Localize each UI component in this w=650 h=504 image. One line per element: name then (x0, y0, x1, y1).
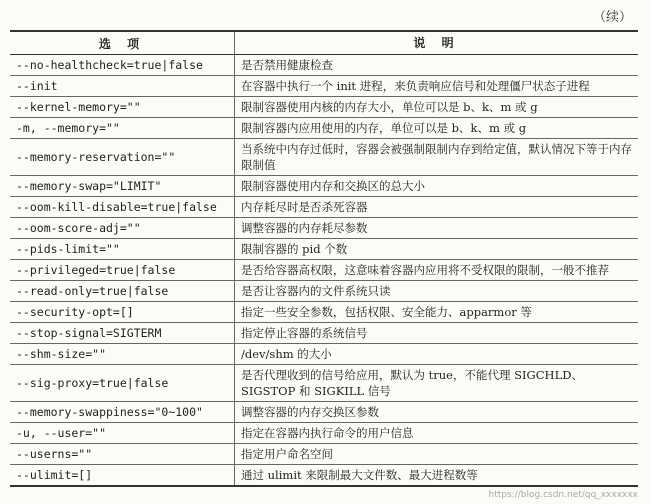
table-row (10, 76, 638, 97)
watermark: https://blog.csdn.net/qq_xxxxxxx (488, 490, 638, 500)
table-header-row (10, 32, 638, 55)
option-cell: -u, --user="" (10, 423, 235, 443)
option-cell: --userns="" (10, 444, 235, 464)
option-cell: --init (10, 76, 235, 96)
description-cell: 指定用户命名空间 (241, 447, 333, 461)
table-row (10, 260, 638, 281)
description-cell: 限制容器的 pid 个数 (241, 242, 348, 256)
description-cell: 限制容器使用内核的内存大小，单位可以是 b、k、m 或 g (241, 100, 538, 114)
description-cell: 调整容器的内存交换区参数 (241, 405, 379, 419)
option-cell: --stop-signal=SIGTERM (10, 323, 235, 343)
table-row (10, 118, 638, 139)
option-cell: --pids-limit="" (10, 239, 235, 259)
description-cell: 当系统中内存过低时，容器会被强制限制内存到给定值，默认情况下等于内存限制值 (241, 142, 632, 172)
description-cell: 是否代理收到的信号给应用，默认为 true，不能代理 SIGCHLD、SIGSTOP 和 SIGKILL 信号 (241, 368, 583, 398)
option-cell: --privileged=true|false (10, 260, 235, 280)
table-row (10, 365, 638, 402)
description-cell: 调整容器的内存耗尽参数 (241, 221, 368, 235)
header-description: 说 明 (413, 36, 460, 50)
table-row (10, 218, 638, 239)
header-option: 选 项 (10, 32, 235, 54)
table-row (10, 344, 638, 365)
description-cell: 是否给容器高权限，这意味着容器内应用将不受权限的限制，一般不推荐 (241, 263, 609, 277)
option-cell: --kernel-memory="" (10, 97, 235, 117)
description-cell: 限制容器内应用使用的内存，单位可以是 b、k、m 或 g (241, 121, 527, 135)
table-row (10, 323, 638, 344)
table-row (10, 197, 638, 218)
table-row (10, 139, 638, 176)
table-row (10, 444, 638, 465)
table-row (10, 465, 638, 485)
option-cell: -m, --memory="" (10, 118, 235, 138)
option-cell: --memory-swappiness="0~100" (10, 402, 235, 422)
option-cell: --ulimit=[] (10, 465, 235, 485)
table-row (10, 55, 638, 76)
description-cell: 在容器中执行一个 init 进程，来负责响应信号和处理僵尸状态子进程 (241, 79, 590, 93)
table-row (10, 423, 638, 444)
description-cell: 指定在容器内执行命令的用户信息 (241, 426, 414, 440)
table-row (10, 281, 638, 302)
option-cell: --no-healthcheck=true|false (10, 55, 235, 75)
option-cell: --memory-swap="LIMIT" (10, 176, 235, 196)
description-cell: 通过 ulimit 来限制最大文件数、最大进程数等 (241, 468, 478, 482)
description-cell: 指定停止容器的系统信号 (241, 326, 368, 340)
option-cell: --memory-reservation="" (10, 139, 235, 175)
description-cell: 限制容器使用内存和交换区的总大小 (241, 179, 425, 193)
option-cell: --shm-size="" (10, 344, 235, 364)
table-row (10, 176, 638, 197)
table-row (10, 97, 638, 118)
option-cell: --security-opt=[] (10, 302, 235, 322)
option-cell: --read-only=true|false (10, 281, 235, 301)
options-table (10, 30, 638, 487)
option-cell: --sig-proxy=true|false (10, 365, 235, 401)
description-cell: 内存耗尽时是否杀死容器 (241, 200, 368, 214)
table-row (10, 239, 638, 260)
continued-label: （续） (592, 10, 632, 25)
description-cell: /dev/shm 的大小 (241, 347, 332, 361)
table-row (10, 402, 638, 423)
option-cell: --oom-kill-disable=true|false (10, 197, 235, 217)
table-row (10, 302, 638, 323)
description-cell: 是否禁用健康检查 (241, 58, 333, 72)
description-cell: 指定一些安全参数，包括权限、安全能力、apparmor 等 (241, 305, 532, 319)
description-cell: 是否让容器内的文件系统只读 (241, 284, 391, 298)
option-cell: --oom-score-adj="" (10, 218, 235, 238)
